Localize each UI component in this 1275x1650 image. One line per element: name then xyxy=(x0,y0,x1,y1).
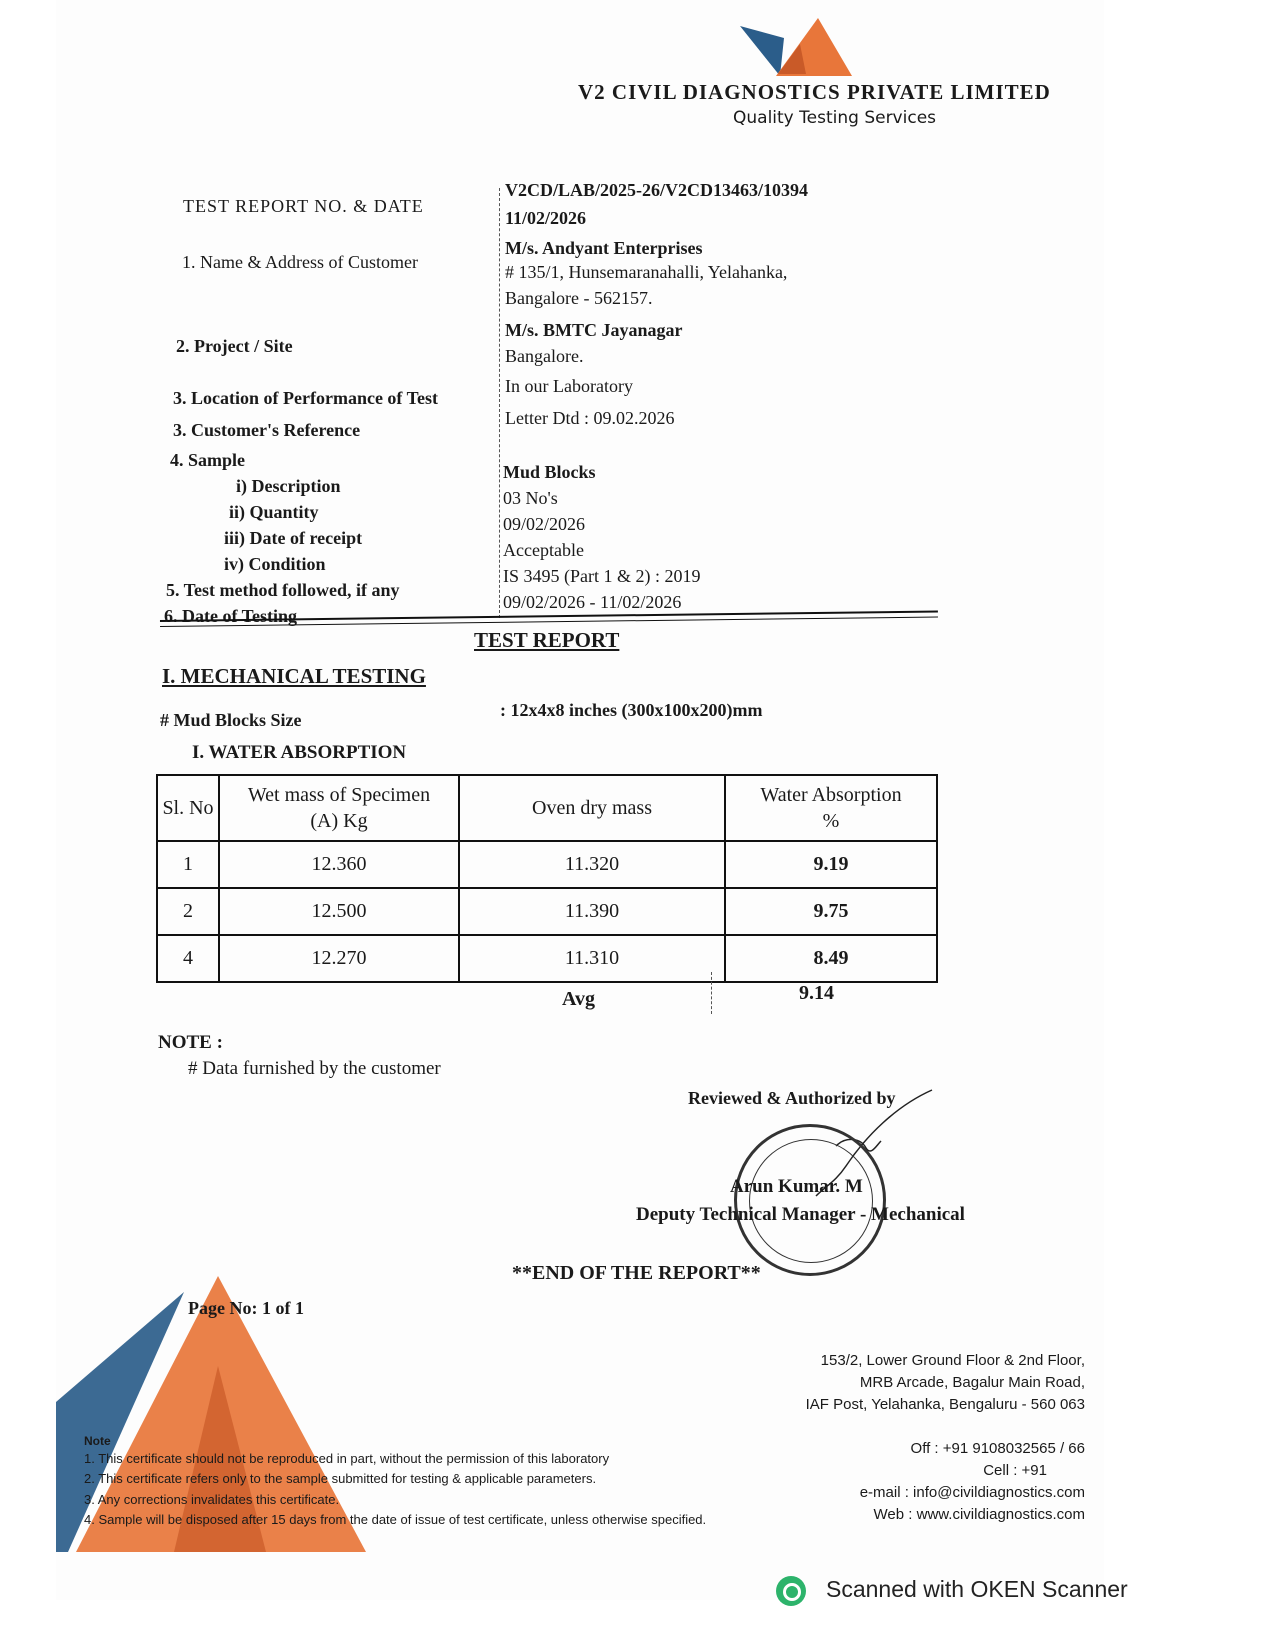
scanner-badge-text: Scanned with OKEN Scanner xyxy=(826,1576,1128,1602)
sl-no-cell: 1 xyxy=(157,841,219,888)
water-absorption-cell: 9.75 xyxy=(725,888,937,935)
reference-label: 3. Customer's Reference xyxy=(173,420,361,440)
sl-no-header: Sl. No xyxy=(157,775,219,841)
table-row xyxy=(157,841,937,888)
oven-dry-cell: 11.320 xyxy=(459,841,725,888)
footer-note-3: 3. Any corrections invalidates this certificate. xyxy=(84,1492,340,1507)
project-city: Bangalore. xyxy=(505,346,584,366)
quantity-label: ii) Quantity xyxy=(229,502,319,522)
footer-note-4: 4. Sample will be disposed after 15 days from the date of issue of test certificate, unless otherwise specified. xyxy=(84,1512,707,1527)
sl-no-cell: 2 xyxy=(157,888,219,935)
avg-label: Avg xyxy=(562,988,595,1010)
company-stamp xyxy=(734,1124,886,1276)
wet-mass-cell: 12.500 xyxy=(219,888,459,935)
footer-note-1: 1. This certificate should not be reproduced in part, without the permission of this laboratory xyxy=(84,1451,610,1466)
signatory-name: Arun Kumar. M xyxy=(730,1176,863,1197)
mechanical-testing-heading: I. MECHANICAL TESTING xyxy=(162,664,426,688)
water-absorption-cell: 9.19 xyxy=(725,841,937,888)
quantity-value: 03 No's xyxy=(503,488,558,508)
oven-dry-cell: 11.310 xyxy=(459,935,725,982)
wet-mass-header: Wet mass of Specimen (A) Kg xyxy=(219,775,459,841)
company-name: V2 CIVIL DIAGNOSTICS PRIVATE LIMITED xyxy=(578,80,1051,104)
project-label: 2. Project / Site xyxy=(176,336,293,356)
footer-note-heading: Note xyxy=(84,1434,111,1448)
wet-mass-cell: 12.360 xyxy=(219,841,459,888)
description-label: i) Description xyxy=(236,476,341,496)
oven-dry-header: Oven dry mass xyxy=(459,775,725,841)
method-label: 5. Test method followed, if any xyxy=(166,580,400,600)
wet-mass-cell: 12.270 xyxy=(219,935,459,982)
page-number: Page No: 1 of 1 xyxy=(188,1298,304,1318)
info-divider xyxy=(499,188,500,618)
receipt-label: iii) Date of receipt xyxy=(224,528,363,548)
customer-address-2: Bangalore - 562157. xyxy=(505,288,653,308)
website: Web : www.civildiagnostics.com xyxy=(873,1506,1085,1523)
cell-phone: Cell : +91 xyxy=(983,1462,1047,1479)
note-heading: NOTE : xyxy=(158,1032,223,1053)
test-report-heading: TEST REPORT xyxy=(474,628,620,652)
testing-date-value: 09/02/2026 - 11/02/2026 xyxy=(503,592,682,612)
avg-divider xyxy=(711,972,712,1014)
signatory-designation: Deputy Technical Manager - Mechanical xyxy=(636,1204,965,1225)
oven-dry-cell: 11.390 xyxy=(459,888,725,935)
water-absorption-table xyxy=(156,774,938,983)
report-no-label: TEST REPORT NO. & DATE xyxy=(183,196,424,216)
avg-value: 9.14 xyxy=(799,982,834,1004)
size-value: : 12x4x8 inches (300x100x200)mm xyxy=(500,700,763,720)
address-line-1: 153/2, Lower Ground Floor & 2nd Floor, xyxy=(820,1352,1085,1369)
sl-no-cell: 4 xyxy=(157,935,219,982)
company-tagline: Quality Testing Services xyxy=(733,108,937,128)
address-line-3: IAF Post, Yelahanka, Bengaluru - 560 063 xyxy=(805,1396,1085,1413)
water-absorption-cell: 8.49 xyxy=(725,935,937,982)
end-of-report: **END OF THE REPORT** xyxy=(512,1262,761,1284)
condition-label: iv) Condition xyxy=(224,554,326,574)
table-row xyxy=(157,888,937,935)
address-line-2: MRB Arcade, Bagalur Main Road, xyxy=(859,1374,1085,1391)
reference-value: Letter Dtd : 09.02.2026 xyxy=(505,408,675,428)
note-line: # Data furnished by the customer xyxy=(188,1058,441,1079)
table-row xyxy=(157,935,937,982)
customer-address-1: # 135/1, Hunsemaranahalli, Yelahanka, xyxy=(505,262,788,282)
table-header-row xyxy=(157,775,937,841)
location-value: In our Laboratory xyxy=(505,376,633,396)
description-value: Mud Blocks xyxy=(503,462,596,482)
report-no-value: V2CD/LAB/2025-26/V2CD13463/10394 xyxy=(505,180,809,200)
condition-value: Acceptable xyxy=(503,540,584,560)
office-phone: Off : +91 9108032565 / 66 xyxy=(910,1440,1085,1457)
project-name: M/s. BMTC Jayanagar xyxy=(505,320,683,340)
testing-date-label: 6. Date of Testing xyxy=(164,606,298,626)
water-absorption-header: Water Absorption % xyxy=(725,775,937,841)
receipt-value: 09/02/2026 xyxy=(503,514,586,534)
sample-label: 4. Sample xyxy=(170,450,246,470)
water-absorption-heading: I. WATER ABSORPTION xyxy=(192,742,407,763)
customer-name: M/s. Andyant Enterprises xyxy=(505,238,703,258)
report-date-value: 11/02/2026 xyxy=(505,208,587,228)
customer-label: 1. Name & Address of Customer xyxy=(182,252,418,272)
email: e-mail : info@civildiagnostics.com xyxy=(859,1484,1085,1501)
method-value: IS 3495 (Part 1 & 2) : 2019 xyxy=(503,566,701,586)
footer-note-2: 2. This certificate refers only to the sample submitted for testing & applicable parameters. xyxy=(84,1471,597,1486)
company-logo xyxy=(740,18,852,78)
reviewed-label: Reviewed & Authorized by xyxy=(688,1088,896,1108)
scanner-icon xyxy=(776,1576,806,1606)
size-label: # Mud Blocks Size xyxy=(160,710,302,730)
location-label: 3. Location of Performance of Test xyxy=(173,388,438,408)
